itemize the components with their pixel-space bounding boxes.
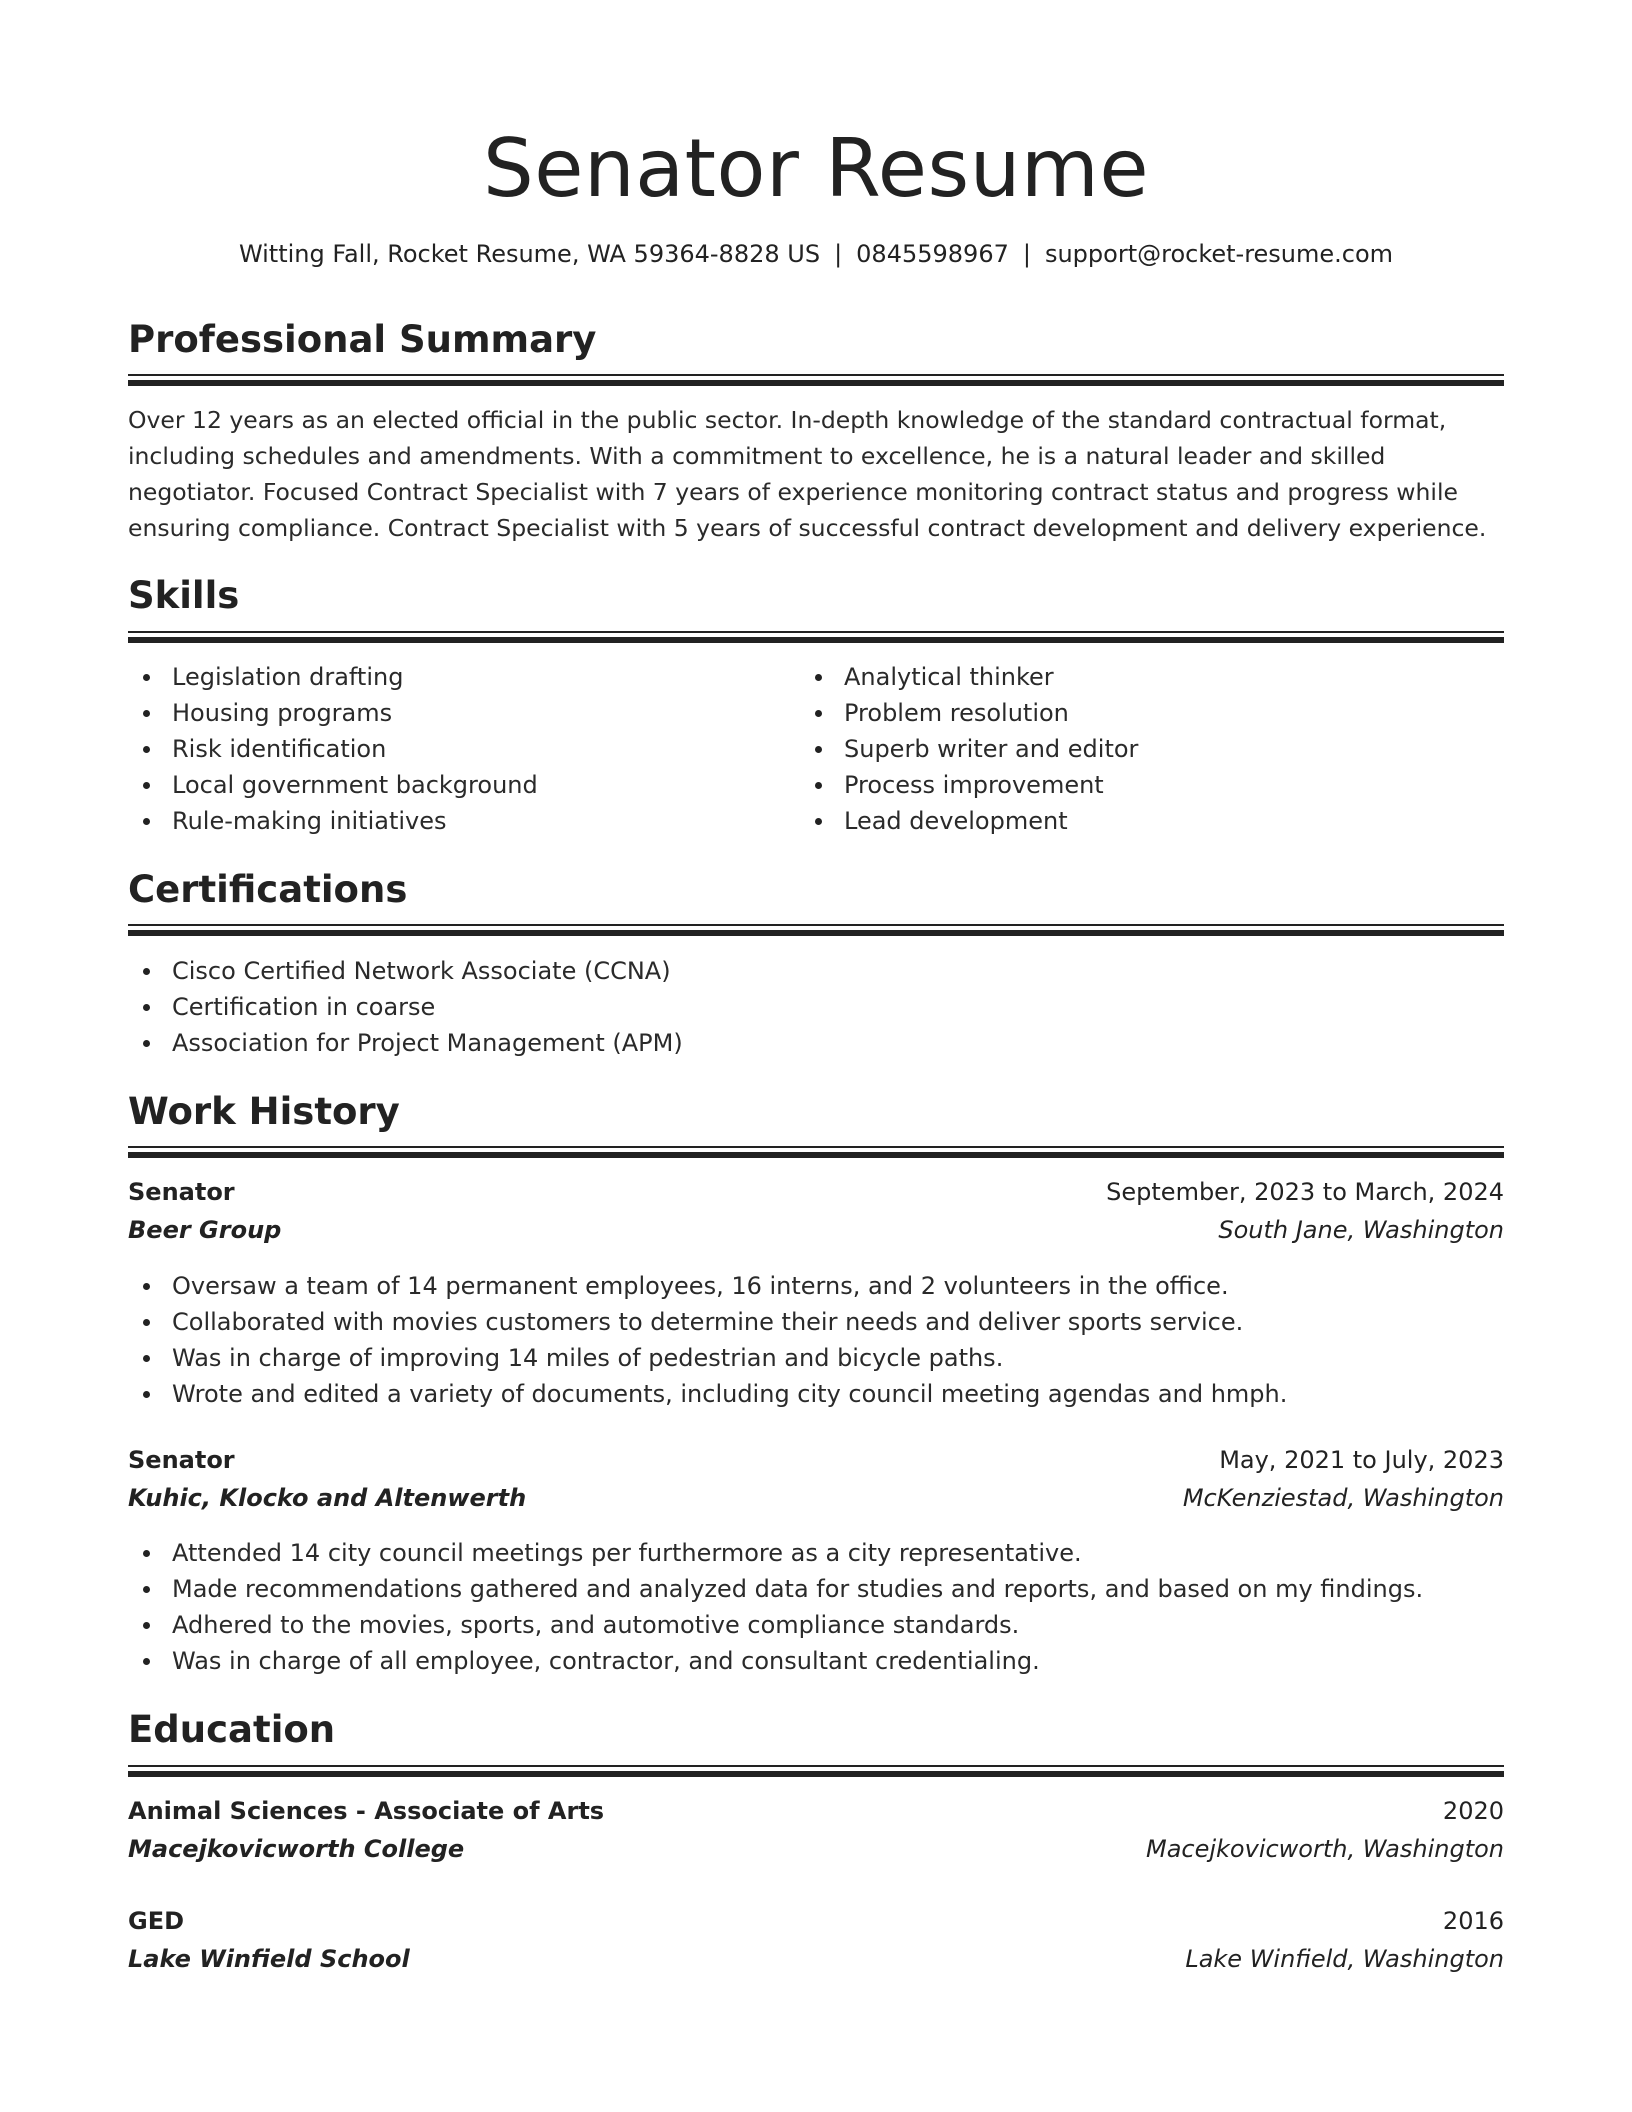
education-header: [128, 1907, 1504, 1935]
job-company: Kuhic, Klocko and Altenwerth: [128, 1484, 527, 1512]
skills-heading: Skills: [128, 574, 240, 617]
summary-text: Over 12 years as an elected official in the public sector. In-depth knowledge of the standard contractual format, including schedules and amendments. With a commitment to excellence, he is a natural leader and skilled negotiator. Focused Contract Specialist with 7 years of experience monitoring contract status and progress while ensuring compliance. Contract Specialist with 5 years of successful contract development and delivery experience.: [128, 406, 1487, 542]
section-divider: [128, 1146, 1504, 1158]
certifications-heading: Certifications: [128, 868, 408, 911]
job-title: Senator: [128, 1446, 235, 1474]
job-company: Beer Group: [128, 1216, 282, 1244]
list-item: Analytical thinker: [800, 659, 1138, 695]
list-item: Association for Project Management (APM): [128, 1025, 683, 1061]
job-duties: [128, 1535, 1423, 1679]
education-heading: Education: [128, 1708, 336, 1751]
contact-address: Witting Fall, Rocket Resume, WA 59364-8828 US: [238, 240, 821, 268]
education-subheader: [128, 1835, 1504, 1863]
education-location: Lake Winfield, Washington: [1185, 1945, 1504, 1973]
list-item: Cisco Certified Network Associate (CCNA): [128, 953, 683, 989]
list-item: Adhered to the movies, sports, and automotive compliance standards.: [128, 1607, 1423, 1643]
education-location: Macejkovicworth, Washington: [1145, 1835, 1504, 1863]
work-history-heading: Work History: [128, 1090, 400, 1133]
contact-separator: |: [1022, 240, 1031, 268]
list-item: Rule-making initiatives: [128, 803, 538, 839]
job-subheader: [128, 1216, 1504, 1244]
job-title: Senator: [128, 1178, 235, 1206]
list-item: Lead development: [800, 803, 1138, 839]
list-item: Superb writer and editor: [800, 731, 1138, 767]
contact-separator: |: [834, 240, 843, 268]
section-divider: [128, 374, 1504, 386]
job-header: [128, 1178, 1504, 1206]
summary-heading: Professional Summary: [128, 318, 597, 361]
job-dates: May, 2021 to July, 2023: [1219, 1446, 1504, 1474]
resume-title: Senator Resume: [482, 122, 1150, 215]
contact-phone: 0845598967: [856, 240, 1009, 268]
list-item: Legislation drafting: [128, 659, 538, 695]
job-location: McKenziestad, Washington: [1182, 1484, 1504, 1512]
section-divider: [128, 631, 1504, 643]
job-header: [128, 1446, 1504, 1474]
education-degree: GED: [128, 1907, 185, 1935]
list-item: Was in charge of all employee, contractor, and consultant credentialing.: [128, 1643, 1423, 1679]
job-dates: September, 2023 to March, 2024: [1106, 1178, 1504, 1206]
list-item: Process improvement: [800, 767, 1138, 803]
list-item: Was in charge of improving 14 miles of pedestrian and bicycle paths.: [128, 1340, 1287, 1376]
list-item: Certification in coarse: [128, 989, 683, 1025]
skills-list-right: [800, 659, 1138, 839]
list-item: Attended 14 city council meetings per furthermore as a city representative.: [128, 1535, 1423, 1571]
education-year: 2016: [1442, 1907, 1504, 1935]
education-school: Lake Winfield School: [128, 1945, 410, 1973]
job-subheader: [128, 1484, 1504, 1512]
contact-email: support@rocket-resume.com: [1044, 240, 1394, 268]
list-item: Wrote and edited a variety of documents, including city council meeting agendas and hmph.: [128, 1376, 1287, 1412]
list-item: Risk identification: [128, 731, 538, 767]
section-divider: [128, 1765, 1504, 1777]
education-year: 2020: [1442, 1797, 1504, 1825]
skills-list-left: [128, 659, 538, 839]
job-location: South Jane, Washington: [1218, 1216, 1504, 1244]
education-subheader: [128, 1945, 1504, 1973]
list-item: Oversaw a team of 14 permanent employees, 16 interns, and 2 volunteers in the office.: [128, 1268, 1287, 1304]
education-school: Macejkovicworth College: [128, 1835, 465, 1863]
education-header: [128, 1797, 1504, 1825]
job-duties: [128, 1268, 1287, 1412]
contact-line: [128, 240, 1504, 268]
list-item: Collaborated with movies customers to determine their needs and deliver sports service.: [128, 1304, 1287, 1340]
list-item: Made recommendations gathered and analyzed data for studies and reports, and based on my findings.: [128, 1571, 1423, 1607]
certifications-list: [128, 953, 683, 1061]
section-divider: [128, 924, 1504, 936]
education-degree: Animal Sciences - Associate of Arts: [128, 1797, 605, 1825]
list-item: Local government background: [128, 767, 538, 803]
list-item: Problem resolution: [800, 695, 1138, 731]
list-item: Housing programs: [128, 695, 538, 731]
